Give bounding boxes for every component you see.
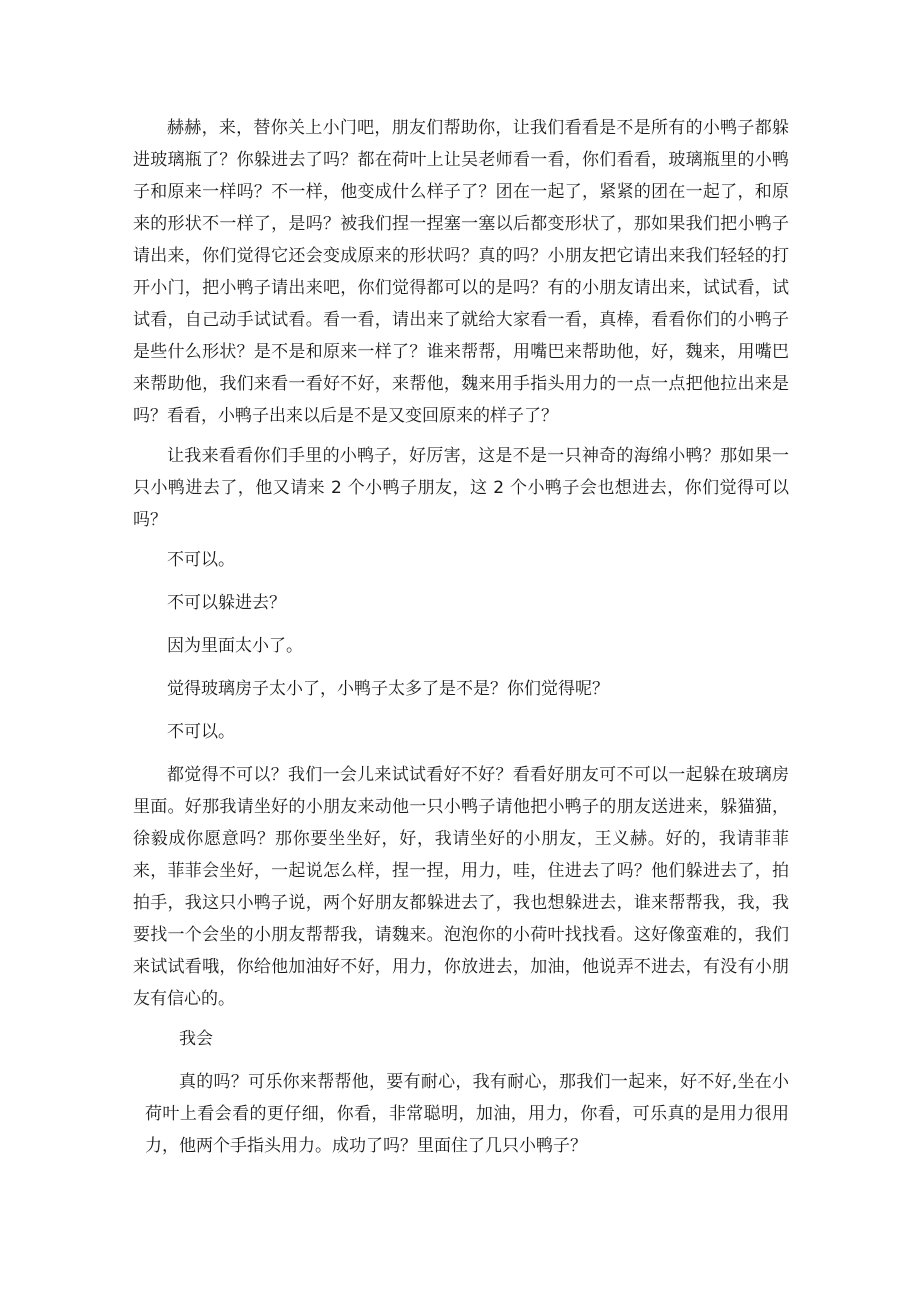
paragraph: 觉得玻璃房子太小了，小鸭子太多了是不是？你们觉得呢？ [167, 679, 609, 699]
paragraph: 都觉得不可以？我们一会儿来试试看好不好？看看好朋友可不可以一起躲在玻璃房里面。好那我请坐好的小朋友来动他一只小鸭子请他把小鸭子的朋友送进来，躲猫猫，徐毅成你愿意吗？那你要坐坐好，好，我请坐好的小朋友，王义赫。好的，我请菲菲来，菲菲会坐好，一起说怎么样，捏一捏，用力，哇，住进去了吗？他们躲进去了，拍拍手，我这只小鸭子说，两个好朋友都躲进去了，我也想躲进去，谁来帮帮我，我，我要找一个会坐的小朋友帮帮我，请魏来。泡泡你的小荷叶找找看。这好像蛮难的，我们来试试看哦，你给他加油好不好，用力，你放进去，加油，他说弄不进去，有没有小朋友有信心的。 [133, 765, 789, 1009]
document-body [133, 112, 789, 1162]
paragraph: 让我来看看你们手里的小鸭子，好厉害，这是不是一只神奇的海绵小鸭？那如果一只小鸭进去了，他又请来 2 个小鸭子朋友，这 2 个小鸭子会也想进去，你们觉得可以吗？ [133, 446, 789, 530]
paragraph: 真的吗？可乐你来帮帮他，要有耐心，我有耐心，那我们一起来，好不好,坐在小荷叶上看会看的更仔细，你看，非常聪明，加油，用力，你看，可乐真的是用力很用力，他两个手指头用力。成功了吗？里面住了几只小鸭子？ [145, 1072, 789, 1156]
paragraph: 不可以。 [167, 550, 235, 570]
paragraph: 赫赫，来，替你关上小门吧，朋友们帮助你，让我们看看是不是所有的小鸭子都躲进玻璃瓶了？你躲进去了吗？都在荷叶上让吴老师看一看，你们看看，玻璃瓶里的小鸭子和原来一样吗？不一样，他变成什么样子了？团在一起了，紧紧的团在一起了，和原来的形状不一样了，是吗？被我们捏一捏塞一塞以后都变形状了，那如果我们把小鸭子请出来，你们觉得它还会变成原来的形状吗？真的吗？小朋友把它请出来我们轻轻的打开小门，把小鸭子请出来吧，你们觉得都可以的是吗？有的小朋友请出来，试试看，试试看，自己动手试试看。看一看，请出来了就给大家看一看，真棒，看看你们的小鸭子是些什么形状？是不是和原来一样了？谁来帮帮，用嘴巴来帮助他，好，魏来，用嘴巴来帮助他，我们来看一看好不好，来帮他，魏来用手指头用力的一点一点把他拉出来是吗？看看，小鸭子出来以后是不是又变回原来的样子了？ [133, 118, 789, 426]
paragraph: 不可以。 [167, 722, 235, 742]
paragraph: 因为里面太小了。 [167, 636, 303, 656]
paragraph: 我会 [179, 1029, 213, 1049]
paragraph: 不可以躲进去？ [167, 593, 286, 613]
